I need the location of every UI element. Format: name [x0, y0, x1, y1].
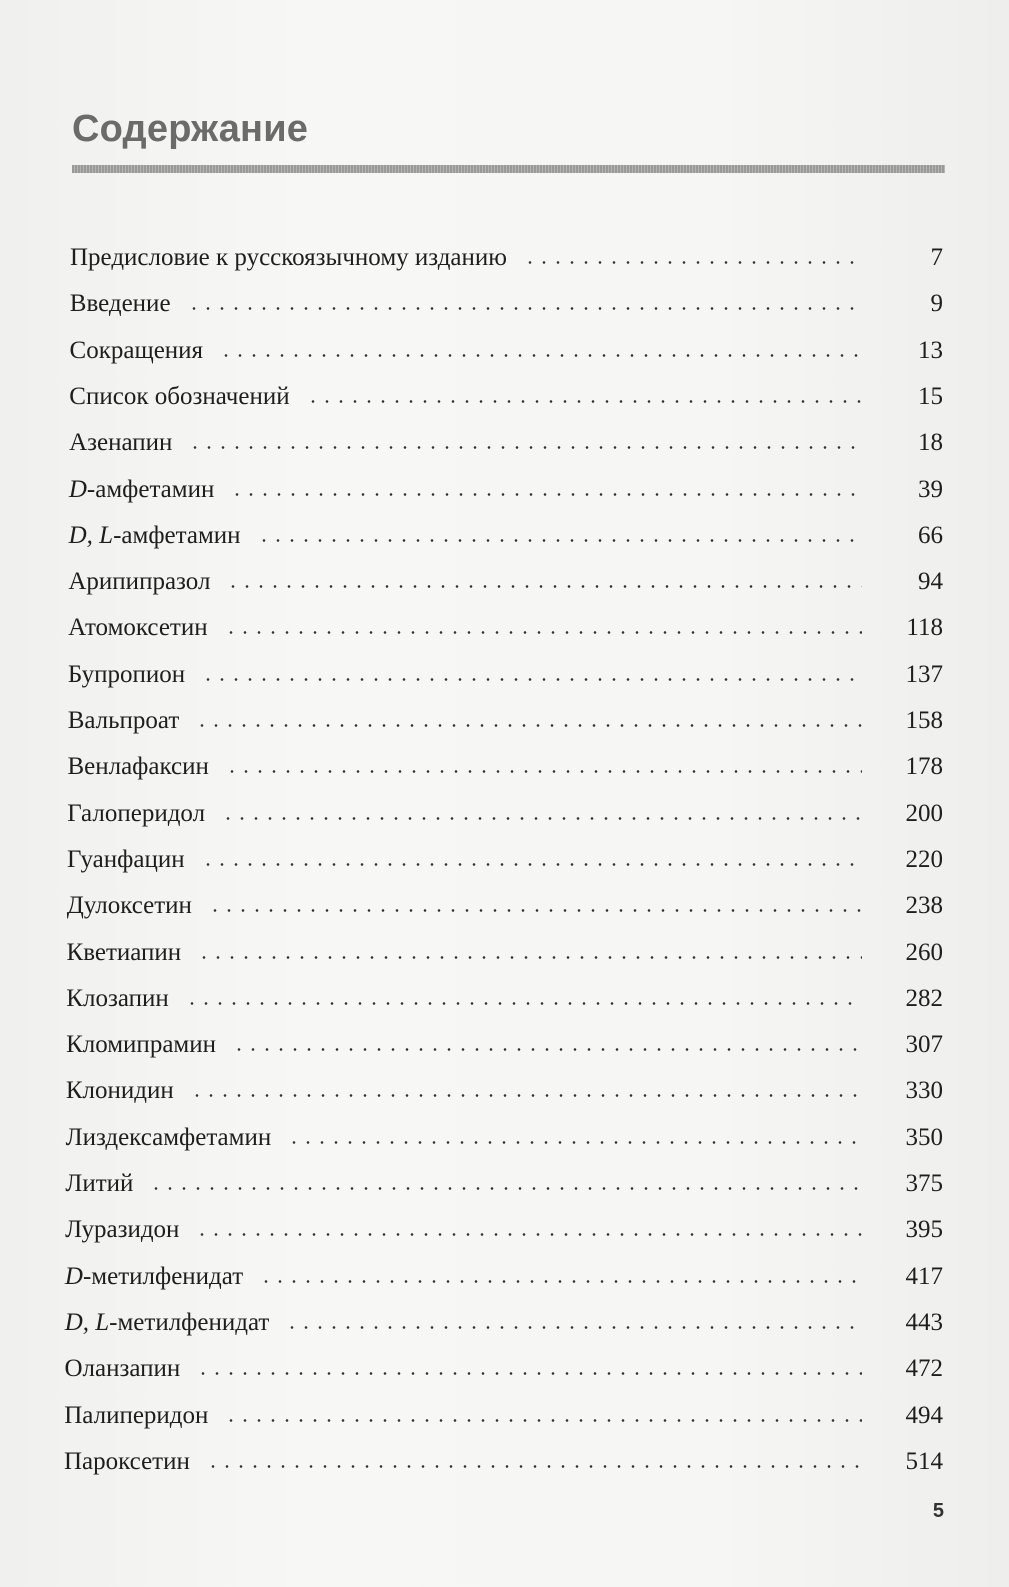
toc-entry-page: 494 — [905, 1401, 943, 1429]
toc-entry-page: 158 — [905, 707, 943, 734]
toc-dot-leader — [201, 863, 862, 866]
toc-entry-title-text: Галоперидол — [67, 799, 206, 827]
toc-entry-title-italic: D, L — [64, 1308, 110, 1336]
toc-entry-title-text: Вальпроат — [67, 707, 180, 734]
toc-entry-page: 9 — [930, 290, 943, 318]
toc-entry-page: 375 — [905, 1170, 943, 1197]
toc-entry-title-text: Арипипразол — [68, 568, 211, 596]
toc-entry-title-text: -метилфенидат — [82, 1262, 244, 1290]
toc-entry-title — [70, 334, 204, 368]
toc-dot-leader — [285, 1326, 862, 1329]
toc-entry — [67, 750, 943, 784]
toc-entry-page: 18 — [917, 429, 943, 457]
toc-entry — [64, 1352, 943, 1386]
toc-entry — [68, 565, 943, 599]
toc-entry-page: 238 — [905, 892, 943, 920]
toc-entry — [65, 1306, 943, 1340]
toc-entry — [66, 982, 943, 1016]
toc-entry-title — [66, 1074, 174, 1108]
toc-entry-title — [64, 1399, 208, 1433]
toc-entry — [64, 1399, 943, 1433]
toc-entry-page: 220 — [905, 845, 943, 873]
toc-entry-page: 443 — [905, 1308, 943, 1336]
toc-dot-leader — [224, 1419, 862, 1422]
toc-entry-title — [69, 426, 172, 460]
toc-entry-page: 39 — [917, 475, 943, 503]
toc-entry-title — [69, 380, 289, 414]
toc-dot-leader — [226, 585, 862, 588]
page-number: 5 — [932, 1500, 944, 1522]
toc-entry-title — [69, 519, 241, 553]
toc-entry-title — [66, 1028, 216, 1062]
toc-entry-page: 7 — [930, 244, 943, 271]
toc-entry-title-text: Пароксетин — [64, 1447, 190, 1475]
toc-dot-leader — [208, 909, 862, 912]
toc-entry-title-text: Дулоксетин — [66, 892, 192, 920]
toc-entry — [65, 1213, 943, 1247]
toc-dot-leader — [221, 817, 862, 820]
toc-entry-title-text: -амфетамин — [113, 521, 241, 549]
toc-entry-title-text: Бупропион — [67, 660, 186, 688]
toc-entry-page: 307 — [905, 1031, 943, 1059]
toc-entry — [67, 889, 943, 923]
toc-entry — [66, 1121, 943, 1155]
toc-entry-title — [67, 936, 182, 970]
toc-entry-page: 137 — [905, 660, 943, 688]
toc-dot-leader — [201, 678, 862, 681]
toc-dot-leader — [523, 261, 862, 264]
toc-entry-title — [68, 565, 210, 599]
toc-dot-leader — [257, 539, 862, 542]
toc-entry — [66, 1074, 943, 1108]
toc-entry-title — [66, 982, 168, 1016]
toc-dot-leader — [185, 1002, 862, 1005]
toc-entry — [69, 426, 943, 460]
toc-dot-leader — [196, 1372, 862, 1375]
page-heading: Содержание — [72, 108, 309, 150]
toc-dot-leader — [232, 1048, 862, 1051]
toc-entry-page: 66 — [917, 521, 943, 549]
toc-entry-page: 94 — [917, 568, 943, 596]
toc-entry-title-text: Сокращения — [69, 336, 204, 364]
toc-dot-leader — [188, 446, 862, 449]
toc-entry-title — [68, 611, 207, 645]
toc-entry-title-text: Литий — [65, 1170, 134, 1197]
toc-entry-title — [68, 658, 185, 692]
toc-dot-leader — [190, 1094, 862, 1097]
toc-dot-leader — [197, 956, 862, 959]
toc-entry-title-text: Палиперидон — [64, 1401, 209, 1429]
toc-entry — [70, 287, 943, 321]
toc-entry — [64, 1445, 943, 1479]
toc-entry-page: 13 — [917, 336, 943, 364]
toc-entry-page: 514 — [905, 1447, 943, 1475]
toc-entry-title — [68, 704, 180, 738]
toc-entry-title — [70, 241, 507, 275]
toc-dot-leader — [230, 493, 862, 496]
toc-entry-title-text: Кломипрамин — [66, 1031, 216, 1059]
toc-entry-title — [67, 797, 205, 831]
toc-entry-title-text: Венлафаксин — [67, 753, 209, 781]
toc-entry-page: 395 — [905, 1216, 943, 1244]
toc-dot-leader — [149, 1187, 862, 1190]
toc-entry-title-text: Предисловие к русскоязычному изданию — [70, 244, 507, 271]
toc-entry-title-text: Введение — [69, 290, 171, 318]
toc-entry-title — [66, 1121, 272, 1155]
toc-entry-page: 15 — [917, 382, 943, 410]
toc-entry-title — [67, 889, 192, 923]
toc-dot-leader — [287, 1141, 862, 1144]
toc-dot-leader — [187, 307, 862, 310]
toc-entry — [65, 1167, 943, 1201]
toc-entry-title-italic: D — [64, 1262, 83, 1290]
toc-dot-leader — [224, 631, 862, 634]
toc-entry-title-italic: D — [68, 475, 87, 503]
toc-entry-title — [67, 843, 185, 877]
toc-dot-leader — [195, 724, 862, 727]
toc-entry-page: 350 — [905, 1123, 943, 1151]
toc-dot-leader — [225, 770, 862, 773]
toc-entry — [67, 843, 943, 877]
toc-entry-title-text: -метилфенидат — [109, 1308, 270, 1336]
toc-entry-title-text: Клозапин — [66, 984, 169, 1012]
toc-entry — [66, 1028, 943, 1062]
toc-entry — [68, 658, 943, 692]
toc-dot-leader — [219, 354, 862, 357]
toc-dot-leader — [306, 400, 862, 403]
toc-entry — [67, 797, 943, 831]
toc-entry — [67, 936, 943, 970]
toc-entry — [69, 519, 943, 553]
toc-dot-leader — [195, 1233, 862, 1236]
toc-entry-page: 282 — [905, 984, 943, 1012]
toc-entry-title-text: Клонидин — [65, 1077, 174, 1105]
toc-entry-title — [65, 1260, 243, 1294]
toc-entry-title-text: Атомоксетин — [68, 614, 208, 642]
toc-dot-leader — [259, 1280, 862, 1283]
toc-entry-page: 178 — [905, 753, 943, 781]
toc-entry-title — [67, 750, 208, 784]
toc-entry-page: 260 — [905, 938, 943, 966]
toc-entry-title — [65, 1213, 179, 1247]
toc-entry-title — [69, 473, 215, 507]
toc-entry-title — [64, 1352, 180, 1386]
toc-entry-title-text: Лиздексамфетамин — [65, 1123, 272, 1151]
toc-entry-title-italic: D, L — [68, 521, 114, 549]
toc-entry — [68, 704, 943, 738]
toc-entry-title-text: Луразидон — [65, 1216, 180, 1244]
toc-entry-title — [70, 287, 171, 321]
toc-entry — [69, 380, 943, 414]
toc-entry-page: 472 — [905, 1355, 943, 1383]
toc-entry-title-text: Гуанфацин — [67, 845, 185, 873]
toc-entry-title — [65, 1306, 270, 1340]
toc-entry — [69, 473, 943, 507]
toc-entry-page: 417 — [905, 1262, 943, 1290]
toc-entry-title-text: Список обозначений — [69, 382, 290, 410]
toc-entry-title-text: Оланзапин — [64, 1355, 181, 1383]
toc-entry — [68, 611, 943, 645]
toc-dot-leader — [206, 1465, 862, 1468]
toc-entry-title-text: Азенапин — [69, 429, 173, 457]
toc-entry-page: 330 — [905, 1077, 943, 1105]
toc-entry-title — [64, 1445, 190, 1479]
toc-entry — [65, 1260, 943, 1294]
toc-entry — [70, 334, 943, 368]
toc-entry-title — [65, 1167, 133, 1201]
toc-entry-page: 200 — [905, 799, 943, 827]
toc-entry-title-text: -амфетамин — [86, 475, 215, 503]
toc-entry-title-text: Кветиапин — [66, 938, 182, 966]
toc-entry — [70, 241, 943, 275]
toc-entry-page: 118 — [906, 614, 943, 642]
